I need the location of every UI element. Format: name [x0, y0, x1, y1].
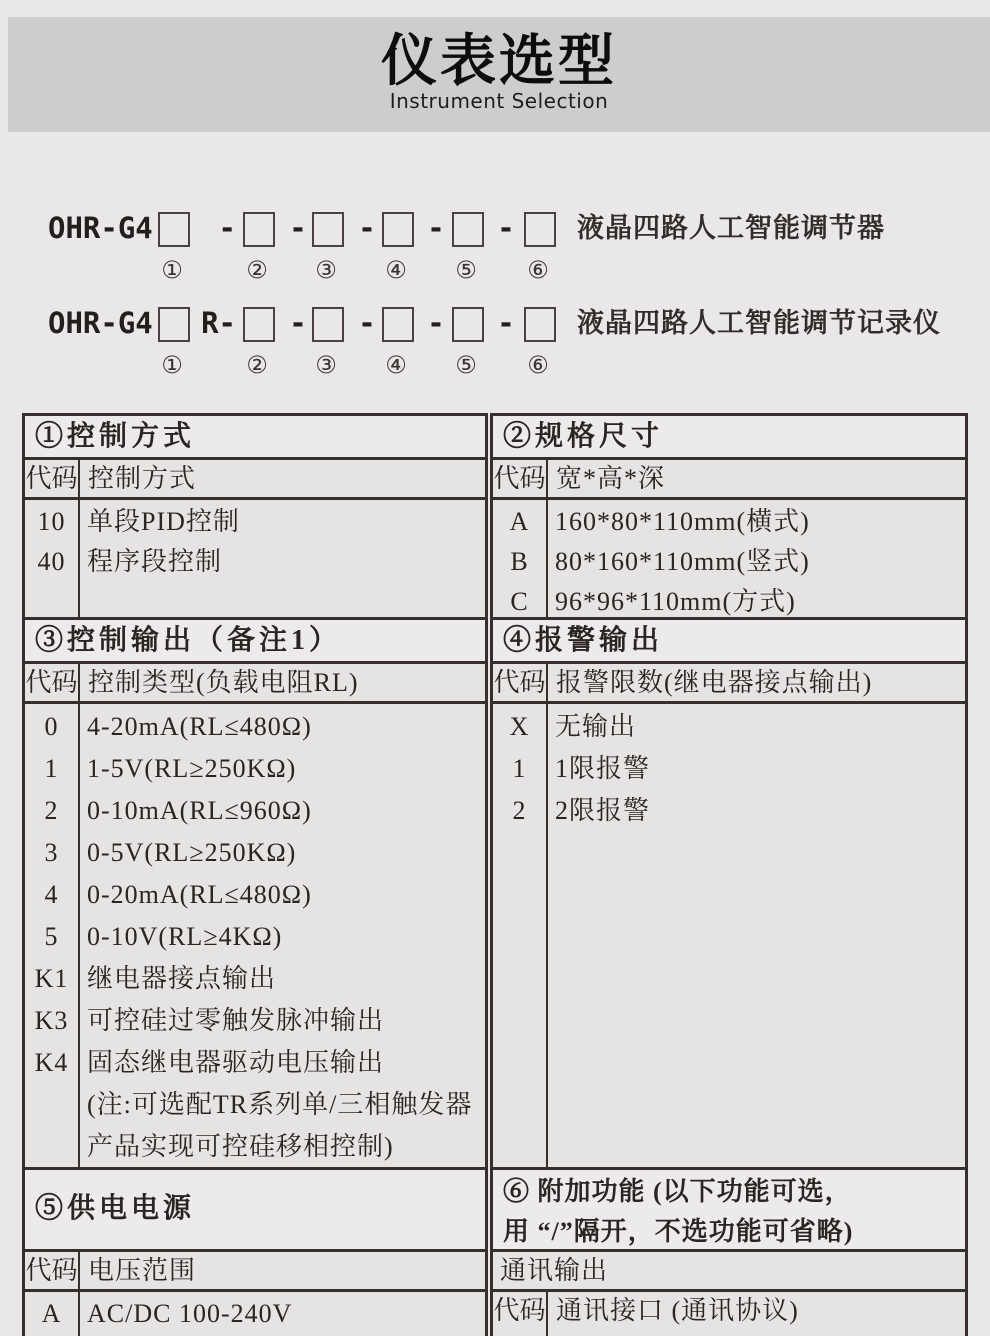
- data-block-2: [493, 500, 965, 620]
- desc-column: [80, 500, 485, 617]
- desc-value: 可控硅过零触发脉冲输出: [87, 1006, 385, 1035]
- code-column: [25, 500, 80, 617]
- code-box-4: [382, 307, 414, 342]
- subheader-row: [25, 1252, 485, 1292]
- code-label: 代码: [25, 1252, 80, 1289]
- desc-column: [548, 500, 965, 617]
- desc-value: 0-20mA(RL≤480Ω): [87, 880, 312, 909]
- note-line: 产品实现可控硅移相控制): [87, 1132, 394, 1161]
- dash: -: [289, 211, 307, 245]
- code-box-5: [452, 307, 484, 342]
- marker-6-icon: ⑥: [527, 351, 549, 379]
- code-value: 40: [37, 547, 66, 576]
- marker-5-icon: ⑤: [455, 256, 477, 284]
- code-label: 代码: [493, 664, 548, 701]
- marker-4-icon: ④: [385, 256, 407, 284]
- data-block-4: [493, 704, 965, 1170]
- desc-label: 电压范围: [88, 1256, 197, 1285]
- code-value: X: [509, 712, 530, 741]
- code-column: [493, 500, 548, 617]
- desc-value: 程序段控制: [87, 547, 223, 576]
- code-value: A: [41, 1299, 62, 1328]
- marker-4-icon: ④: [385, 351, 407, 379]
- desc-label: 宽*高*深: [556, 464, 666, 493]
- section-header-2: ②规格尺寸: [493, 416, 965, 460]
- marker-2-icon: ②: [246, 256, 268, 284]
- code-label: 代码: [25, 460, 80, 497]
- code-value: 5: [44, 922, 59, 951]
- selection-table-left: [22, 413, 488, 1336]
- marker-2-icon: ②: [246, 351, 268, 379]
- marker-5-icon: ⑤: [455, 351, 477, 379]
- section-header-6: [493, 1170, 965, 1252]
- code-value: 1: [44, 754, 59, 783]
- header-band: [8, 17, 990, 132]
- position-markers-2: [0, 351, 990, 381]
- marker-1-icon: ①: [161, 256, 183, 284]
- subheader-row: [493, 460, 965, 500]
- desc-value: 160*80*110mm(横式): [555, 507, 810, 536]
- section-header-1: ①控制方式: [25, 416, 485, 460]
- page-subtitle: Instrument Selection: [389, 88, 609, 113]
- code-box-2: [243, 212, 275, 247]
- marker-3-icon: ③: [315, 256, 337, 284]
- desc-value: 96*96*110mm(方式): [555, 587, 796, 616]
- code-value: K4: [34, 1048, 69, 1077]
- desc-value: 0-5V(RL≥250KΩ): [87, 838, 297, 867]
- dash: -: [497, 306, 515, 340]
- marker-3-icon: ③: [315, 351, 337, 379]
- desc-label: 控制类型(负载电阻RL): [88, 668, 359, 697]
- code-value: K1: [34, 964, 69, 993]
- code-column: [493, 704, 548, 1167]
- code-label: 代码: [493, 460, 548, 497]
- desc-value: 1-5V(RL≥250KΩ): [87, 754, 297, 783]
- comm-output-row: 通讯输出: [493, 1252, 965, 1292]
- section-header-4: ④报警输出: [493, 620, 965, 664]
- code-value: 4: [44, 880, 59, 909]
- code-label: 代码: [25, 664, 80, 701]
- section-header-6-line-2: 用 “/”隔开，不选功能可省略): [503, 1217, 854, 1246]
- code-box-3: [312, 307, 344, 342]
- desc-label: 控制方式: [88, 464, 197, 493]
- code-value: K3: [34, 1006, 69, 1035]
- page-title: 仪表选型: [381, 29, 617, 94]
- model-slot: R-: [201, 306, 236, 340]
- code-box-5: [452, 212, 484, 247]
- dash: -: [289, 306, 307, 340]
- model-prefix: OHR-G4: [48, 306, 153, 340]
- desc-column: [80, 1292, 485, 1336]
- desc-value: 继电器接点输出: [87, 964, 277, 993]
- model-description: 液晶四路人工智能调节记录仪: [577, 308, 941, 339]
- dash: -: [427, 211, 445, 245]
- section-header-6-line-1: ⑥ 附加功能 (以下功能可选，: [503, 1177, 852, 1206]
- section-header-5: ⑤供电电源: [25, 1170, 485, 1252]
- desc-value: 无输出: [555, 712, 637, 741]
- code-box-6: [524, 307, 556, 342]
- code-value: C: [510, 587, 529, 616]
- desc-value: 固态继电器驱动电压输出: [87, 1048, 385, 1077]
- desc-value: AC/DC 100-240V: [87, 1299, 293, 1328]
- code-value: 3: [44, 838, 59, 867]
- code-value: A: [509, 507, 530, 536]
- desc-label: 报警限数(继电器接点输出): [556, 668, 873, 697]
- model-prefix: OHR-G4: [48, 211, 153, 245]
- subheader-row: [25, 664, 485, 704]
- desc-value: 2限报警: [555, 796, 651, 825]
- code-column: [25, 1292, 80, 1336]
- code-box-2: [243, 307, 275, 342]
- data-block-5: [25, 1292, 485, 1336]
- code-value: 10: [37, 507, 66, 536]
- subheader-row: [493, 1292, 965, 1336]
- model-line-2: [0, 305, 990, 341]
- marker-6-icon: ⑥: [527, 256, 549, 284]
- note-line: (注:可选配TR系列单/三相触发器: [87, 1090, 473, 1119]
- model-line-1: [0, 210, 990, 246]
- code-value: 0: [44, 712, 59, 741]
- desc-column: [548, 704, 965, 1167]
- selection-table-right: [490, 413, 968, 1336]
- desc-value: 0-10mA(RL≤960Ω): [87, 796, 312, 825]
- code-box-6: [524, 212, 556, 247]
- desc-value: 1限报警: [555, 754, 651, 783]
- dash: -: [497, 211, 515, 245]
- data-block-1: [25, 500, 485, 620]
- model-description: 液晶四路人工智能调节器: [577, 213, 885, 244]
- code-label: 代码: [493, 1292, 548, 1336]
- code-value: 2: [44, 796, 59, 825]
- dash: -: [358, 211, 376, 245]
- dash: -: [358, 306, 376, 340]
- dash: -: [427, 306, 445, 340]
- code-value: 1: [512, 754, 527, 783]
- desc-column: [80, 704, 485, 1167]
- desc-value: 0-10V(RL≥4KΩ): [87, 922, 283, 951]
- model-slot: -: [218, 211, 236, 245]
- section-header-3: ③控制输出（备注1）: [25, 620, 485, 664]
- desc-value: 单段PID控制: [87, 507, 240, 536]
- marker-1-icon: ①: [161, 351, 183, 379]
- subheader-row: [25, 460, 485, 500]
- position-markers-1: [0, 256, 990, 286]
- desc-label: 通讯接口 (通讯协议): [556, 1296, 799, 1325]
- desc-value: 80*160*110mm(竖式): [555, 547, 810, 576]
- desc-value: 4-20mA(RL≤480Ω): [87, 712, 312, 741]
- code-column: [25, 704, 80, 1167]
- code-box-3: [312, 212, 344, 247]
- code-box-4: [382, 212, 414, 247]
- code-value: B: [510, 547, 529, 576]
- subheader-row: [493, 664, 965, 704]
- code-value: 2: [512, 796, 527, 825]
- data-block-3: [25, 704, 485, 1170]
